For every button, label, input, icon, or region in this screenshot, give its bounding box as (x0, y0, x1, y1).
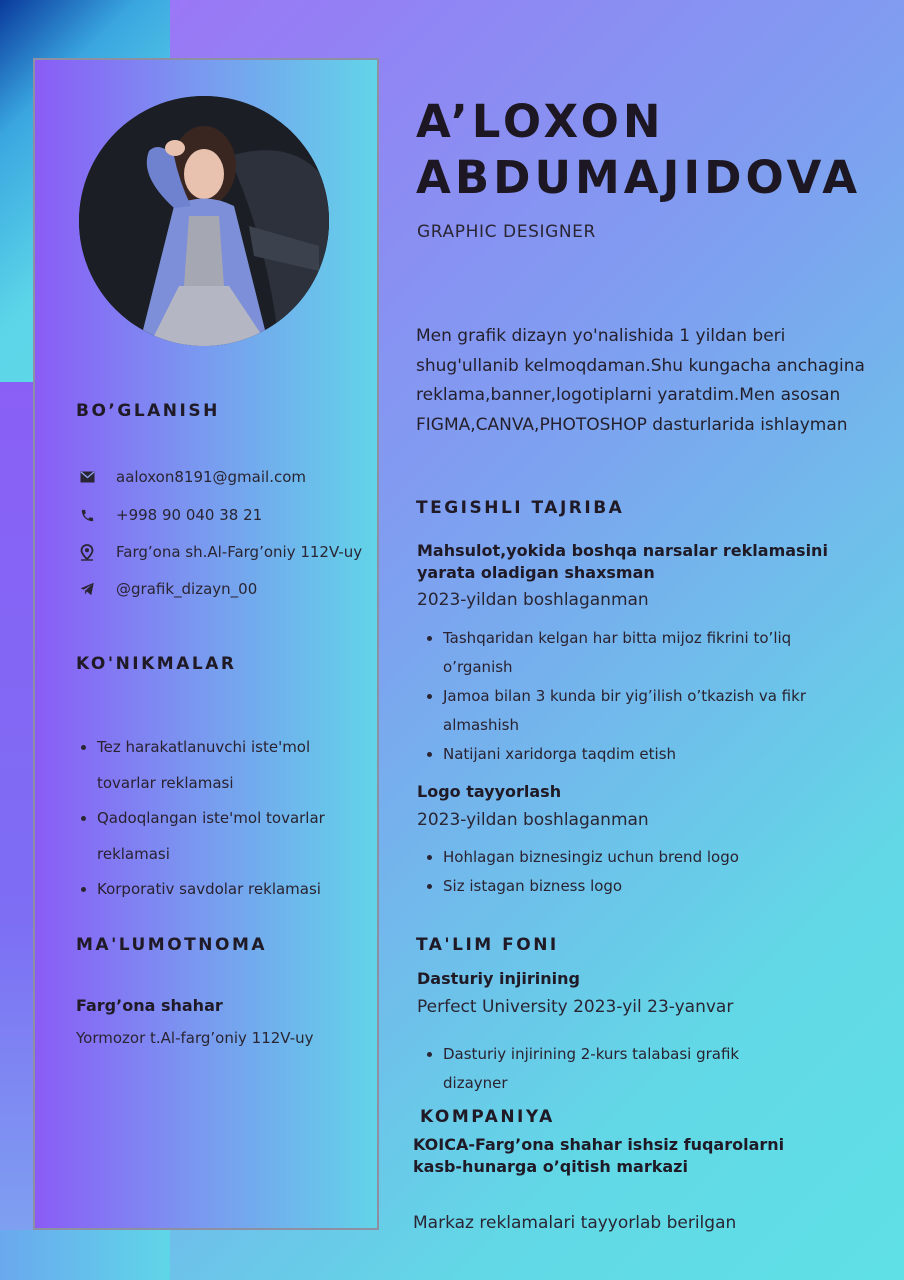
page-title (416, 94, 861, 206)
education-bullets (423, 1040, 783, 1098)
contact-heading: BO’GLANISH (76, 401, 220, 421)
job-1-bullets (423, 624, 833, 769)
contact-email-text: aaloxon8191@gmail.com (116, 468, 307, 486)
name-last: ABDUMAJIDOVA (416, 151, 862, 204)
list-item: Siz istagan bizness logo (423, 872, 833, 901)
list-item: Natijani xaridorga taqdim etish (423, 740, 833, 769)
contact-phone-text: +998 90 040 38 21 (116, 506, 263, 524)
company-name: KOICA-Farg’ona shahar ishsiz fuqarolarni kasb-hunarga o’qitish markazi (413, 1135, 785, 1176)
reference-address: Yormozor t.Al-farg’oniy 112V-uy (76, 1029, 314, 1047)
list-item: Dasturiy injirining 2-kurs talabasi grafik dizayner (423, 1040, 783, 1098)
name-first: A’LOXON (416, 95, 665, 148)
contact-telegram[interactable] (78, 580, 257, 598)
corner-decoration-left (0, 382, 34, 1280)
telegram-icon (78, 580, 96, 598)
company-heading: KOMPANIYA (420, 1107, 555, 1127)
list-item: Qadoqlangan iste'mol tovarlar reklamasi (77, 801, 367, 872)
about-text: Men grafik dizayn yo'nalishida 1 yildan beri shug'ullanib kelmoqdaman.Shu kungacha anchagina reklama,banner,logotiplarni yaratdim.Men asosan FIGMA,CANVA,PHOTOSHOP dasturlarida ishlayman (416, 326, 865, 435)
reference-heading: MA'LUMOTNOMA (76, 935, 268, 955)
list-item: Hohlagan biznesingiz uchun brend logo (423, 843, 833, 872)
list-item: Korporativ savdolar reklamasi (77, 872, 367, 908)
education-heading: TA'LIM FONI (416, 935, 559, 955)
job-2-since: 2023-yildan boshlaganman (417, 810, 649, 830)
list-item: Tashqaridan kelgan har bitta mijoz fikrini to’liq o’rganish (423, 624, 833, 682)
list-item: Jamoa bilan 3 kunda bir yig’ilish o’tkazish va fikr almashish (423, 682, 833, 740)
job-2-bullets (423, 843, 833, 901)
profile-photo (79, 96, 329, 346)
reference-city: Farg’ona shahar (76, 996, 223, 1015)
company-note: Markaz reklamalari tayyorlab berilgan (413, 1213, 737, 1233)
location-pin-icon (78, 543, 96, 561)
experience-heading: TEGISHLI TAJRIBA (416, 498, 625, 518)
education-school: Perfect University 2023-yil 23-yanvar (417, 997, 734, 1017)
mail-icon (78, 468, 96, 486)
phone-icon (78, 506, 96, 524)
corner-decoration-bottom (0, 1230, 170, 1280)
contact-email[interactable] (78, 468, 306, 486)
job-1-title: Mahsulot,yokida boshqa narsalar reklamasini yarata oladigan shaxsman (417, 541, 828, 582)
portrait-illustration (79, 96, 329, 346)
job-title: GRAPHIC DESIGNER (417, 222, 596, 242)
education-field: Dasturiy injirining (417, 969, 580, 988)
job-2-title: Logo tayyorlash (417, 782, 562, 801)
list-item: Tez harakatlanuvchi iste'mol tovarlar reklamasi (77, 730, 367, 801)
skills-list (77, 730, 367, 908)
contact-telegram-text: @grafik_dizayn_00 (116, 580, 258, 598)
contact-phone[interactable] (78, 506, 262, 524)
skills-heading: KO'NIKMALAR (76, 654, 237, 674)
contact-address[interactable] (78, 543, 362, 561)
contact-address-text: Farg’ona sh.Al-Farg’oniy 112V-uy (116, 543, 363, 561)
job-1-since: 2023-yildan boshlaganman (417, 590, 649, 610)
